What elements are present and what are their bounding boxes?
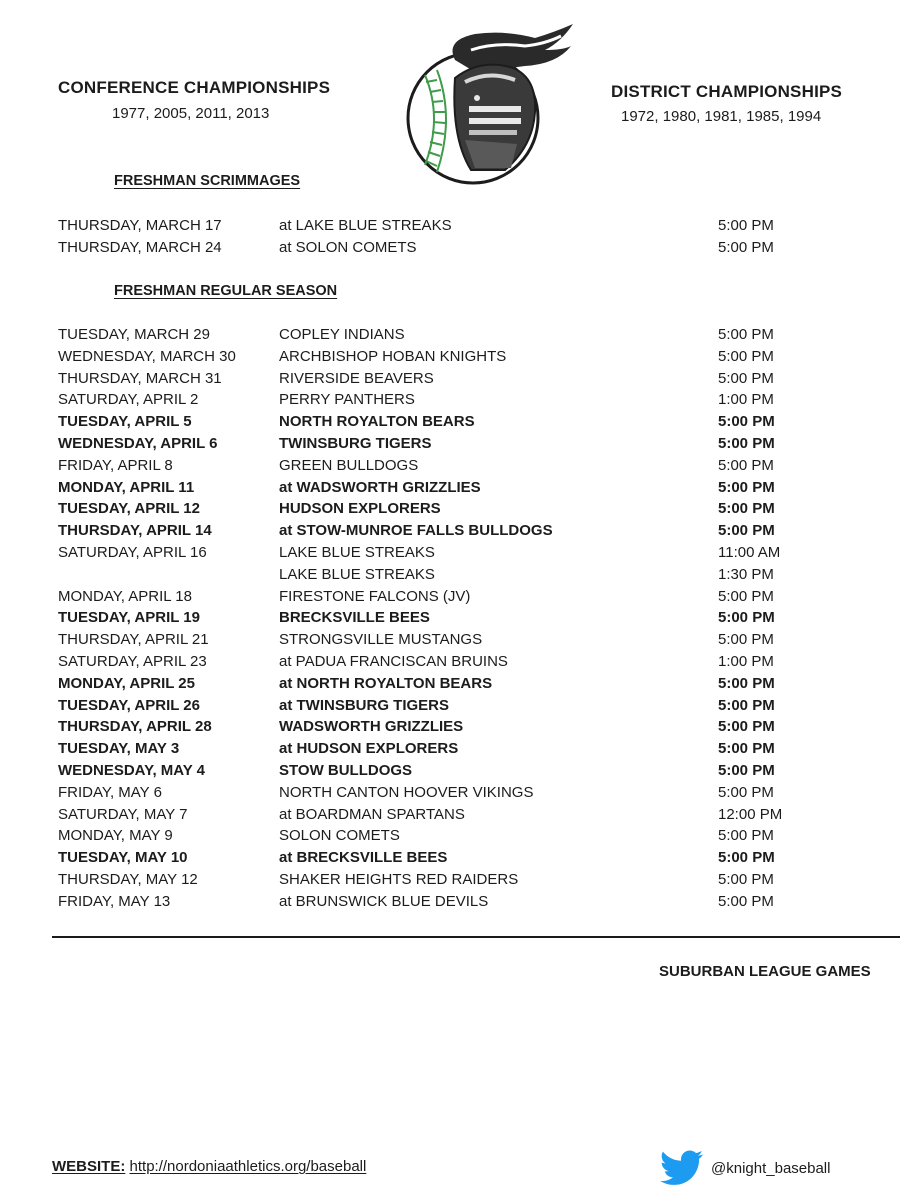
twitter-handle[interactable]: @knight_baseball (711, 1160, 831, 1177)
game-opponent: STOW BULLDOGS (279, 762, 413, 779)
game-opponent: GREEN BULLDOGS (279, 456, 419, 474)
game-date: MONDAY, APRIL 18 (58, 587, 192, 605)
game-opponent: at TWINSBURG TIGERS (279, 696, 450, 714)
district-championships-years: 1972, 1980, 1981, 1985, 1994 (621, 108, 822, 125)
game-opponent: NORTH CANTON HOOVER VIKINGS (279, 783, 534, 801)
game-opponent: STRONGSVILLE MUSTANGS (279, 631, 483, 649)
website-line (52, 1158, 366, 1175)
game-opponent: at STOW-MUNROE FALLS BULLDOGS (279, 522, 553, 540)
game-date: FRIDAY, MAY 13 (58, 892, 171, 910)
game-time: 5:00 PM (718, 413, 775, 431)
game-row (0, 586, 923, 608)
game-row (0, 368, 923, 390)
game-row (0, 629, 923, 651)
game-time: 5:00 PM (718, 783, 774, 801)
game-time: 1:00 PM (718, 391, 774, 409)
game-time: 5:00 PM (718, 631, 774, 649)
suburban-league-legend: SUBURBAN LEAGUE GAMES (659, 963, 871, 980)
game-date: THURSDAY, MARCH 31 (58, 369, 222, 387)
game-date: MONDAY, APRIL 25 (58, 674, 195, 692)
game-date: THURSDAY, APRIL 28 (58, 718, 212, 736)
game-time: 5:00 PM (718, 587, 774, 605)
game-row (0, 891, 923, 913)
game-time: 5:00 PM (718, 827, 774, 845)
game-opponent: at BOARDMAN SPARTANS (279, 805, 465, 823)
game-time: 5:00 PM (718, 718, 775, 736)
game-time: 5:00 PM (718, 369, 774, 387)
game-date: TUESDAY, MAY 10 (58, 849, 188, 867)
game-date: SATURDAY, APRIL 16 (58, 544, 207, 561)
game-date: TUESDAY, APRIL 12 (58, 500, 200, 518)
game-row (0, 782, 923, 804)
game-row (0, 825, 923, 847)
game-row (0, 804, 923, 826)
conference-championships-title: CONFERENCE CHAMPIONSHIPS (58, 78, 331, 97)
game-opponent: at BRECKSVILLE BEES (279, 849, 448, 867)
game-date: WEDNESDAY, MARCH 30 (58, 347, 236, 365)
game-opponent: COPLEY INDIANS (279, 326, 405, 343)
game-date: TUESDAY, APRIL 19 (58, 609, 200, 627)
game-row (0, 738, 923, 760)
knight-baseball-logo (385, 20, 580, 190)
game-time: 5:00 PM (718, 892, 774, 910)
game-opponent: NORTH ROYALTON BEARS (279, 413, 475, 431)
game-time: 11:00 AM (718, 544, 781, 561)
game-date: TUESDAY, MARCH 29 (58, 326, 210, 343)
game-date: FRIDAY, MAY 6 (58, 783, 162, 801)
game-time: 5:00 PM (718, 435, 775, 452)
game-opponent: HUDSON EXPLORERS (279, 500, 441, 518)
game-date: SATURDAY, APRIL 2 (58, 391, 199, 409)
game-date: MONDAY, MAY 9 (58, 827, 173, 845)
game-row (0, 520, 923, 542)
game-row (0, 346, 923, 368)
game-date: SATURDAY, APRIL 23 (58, 653, 207, 670)
section-heading-regular-season: FRESHMAN REGULAR SEASON (114, 283, 338, 299)
game-row (0, 389, 923, 411)
game-date: WEDNESDAY, APRIL 6 (58, 435, 218, 452)
game-date: THURSDAY, MAY 12 (58, 871, 198, 888)
game-opponent: ARCHBISHOP HOBAN KNIGHTS (279, 347, 507, 365)
game-time: 5:00 PM (718, 239, 774, 256)
game-row (0, 498, 923, 520)
website-link[interactable]: http://nordoniaathletics.org/baseball (129, 1158, 367, 1175)
game-time: 5:00 PM (718, 696, 775, 714)
twitter-bird-icon[interactable] (660, 1150, 704, 1186)
game-opponent: BRECKSVILLE BEES (279, 609, 430, 627)
game-row (0, 564, 923, 586)
game-date: THURSDAY, APRIL 21 (58, 631, 209, 649)
game-time: 5:00 PM (718, 849, 775, 867)
game-opponent: SHAKER HEIGHTS RED RAIDERS (279, 871, 519, 888)
section-heading-scrimmages: FRESHMAN SCRIMMAGES (114, 173, 301, 189)
game-row (0, 651, 923, 673)
game-row (0, 716, 923, 738)
game-row (0, 324, 923, 346)
game-opponent: at HUDSON EXPLORERS (279, 740, 459, 758)
game-time: 5:00 PM (718, 347, 774, 365)
game-row (0, 869, 923, 891)
website-label: WEBSITE: (52, 1158, 126, 1175)
game-date: TUESDAY, APRIL 5 (58, 413, 192, 431)
game-opponent: at NORTH ROYALTON BEARS (279, 674, 493, 692)
game-time: 5:00 PM (718, 674, 775, 692)
game-opponent: PERRY PANTHERS (279, 391, 415, 409)
game-opponent: LAKE BLUE STREAKS (279, 544, 435, 561)
game-date: SATURDAY, MAY 7 (58, 805, 188, 823)
game-time: 5:00 PM (718, 326, 774, 343)
game-row (0, 673, 923, 695)
game-time: 5:00 PM (718, 522, 775, 540)
game-date: THURSDAY, MARCH 24 (58, 239, 222, 256)
game-opponent: at SOLON COMETS (279, 239, 417, 256)
game-row (0, 215, 923, 237)
game-date: MONDAY, APRIL 11 (58, 478, 195, 496)
game-row (0, 607, 923, 629)
game-date: THURSDAY, APRIL 14 (58, 522, 212, 540)
game-date: THURSDAY, MARCH 17 (58, 217, 222, 234)
game-opponent: at BRUNSWICK BLUE DEVILS (279, 892, 489, 910)
game-time: 5:00 PM (718, 740, 775, 758)
game-time: 5:00 PM (718, 217, 774, 234)
game-row (0, 847, 923, 869)
game-opponent: at PADUA FRANCISCAN BRUINS (279, 653, 508, 670)
game-time: 5:00 PM (718, 500, 775, 518)
game-row (0, 695, 923, 717)
game-opponent: TWINSBURG TIGERS (279, 435, 432, 452)
conference-championships-years: 1977, 2005, 2011, 2013 (112, 105, 270, 122)
divider-line (52, 936, 900, 938)
game-row (0, 542, 923, 564)
game-opponent: at LAKE BLUE STREAKS (279, 217, 452, 234)
game-time: 1:30 PM (718, 565, 774, 583)
game-opponent: FIRESTONE FALCONS (JV) (279, 587, 471, 605)
game-opponent: at WADSWORTH GRIZZLIES (279, 478, 481, 496)
game-row (0, 237, 923, 259)
district-championships-title: DISTRICT CHAMPIONSHIPS (611, 82, 843, 101)
game-time: 5:00 PM (718, 762, 775, 779)
game-row (0, 433, 923, 455)
game-date: TUESDAY, MAY 3 (58, 740, 180, 758)
game-row (0, 455, 923, 477)
game-time: 12:00 PM (718, 805, 783, 823)
game-opponent: LAKE BLUE STREAKS (279, 565, 435, 583)
game-opponent: SOLON COMETS (279, 827, 400, 845)
game-time: 1:00 PM (718, 653, 774, 670)
game-opponent: RIVERSIDE BEAVERS (279, 369, 434, 387)
game-date: TUESDAY, APRIL 26 (58, 696, 200, 714)
game-time: 5:00 PM (718, 609, 775, 627)
game-date: FRIDAY, APRIL 8 (58, 456, 173, 474)
game-time: 5:00 PM (718, 456, 774, 474)
game-row (0, 411, 923, 433)
game-opponent: WADSWORTH GRIZZLIES (279, 718, 464, 736)
game-time: 5:00 PM (718, 478, 775, 496)
game-row (0, 477, 923, 499)
game-time: 5:00 PM (718, 871, 774, 888)
game-row (0, 760, 923, 782)
game-date: WEDNESDAY, MAY 4 (58, 762, 205, 779)
